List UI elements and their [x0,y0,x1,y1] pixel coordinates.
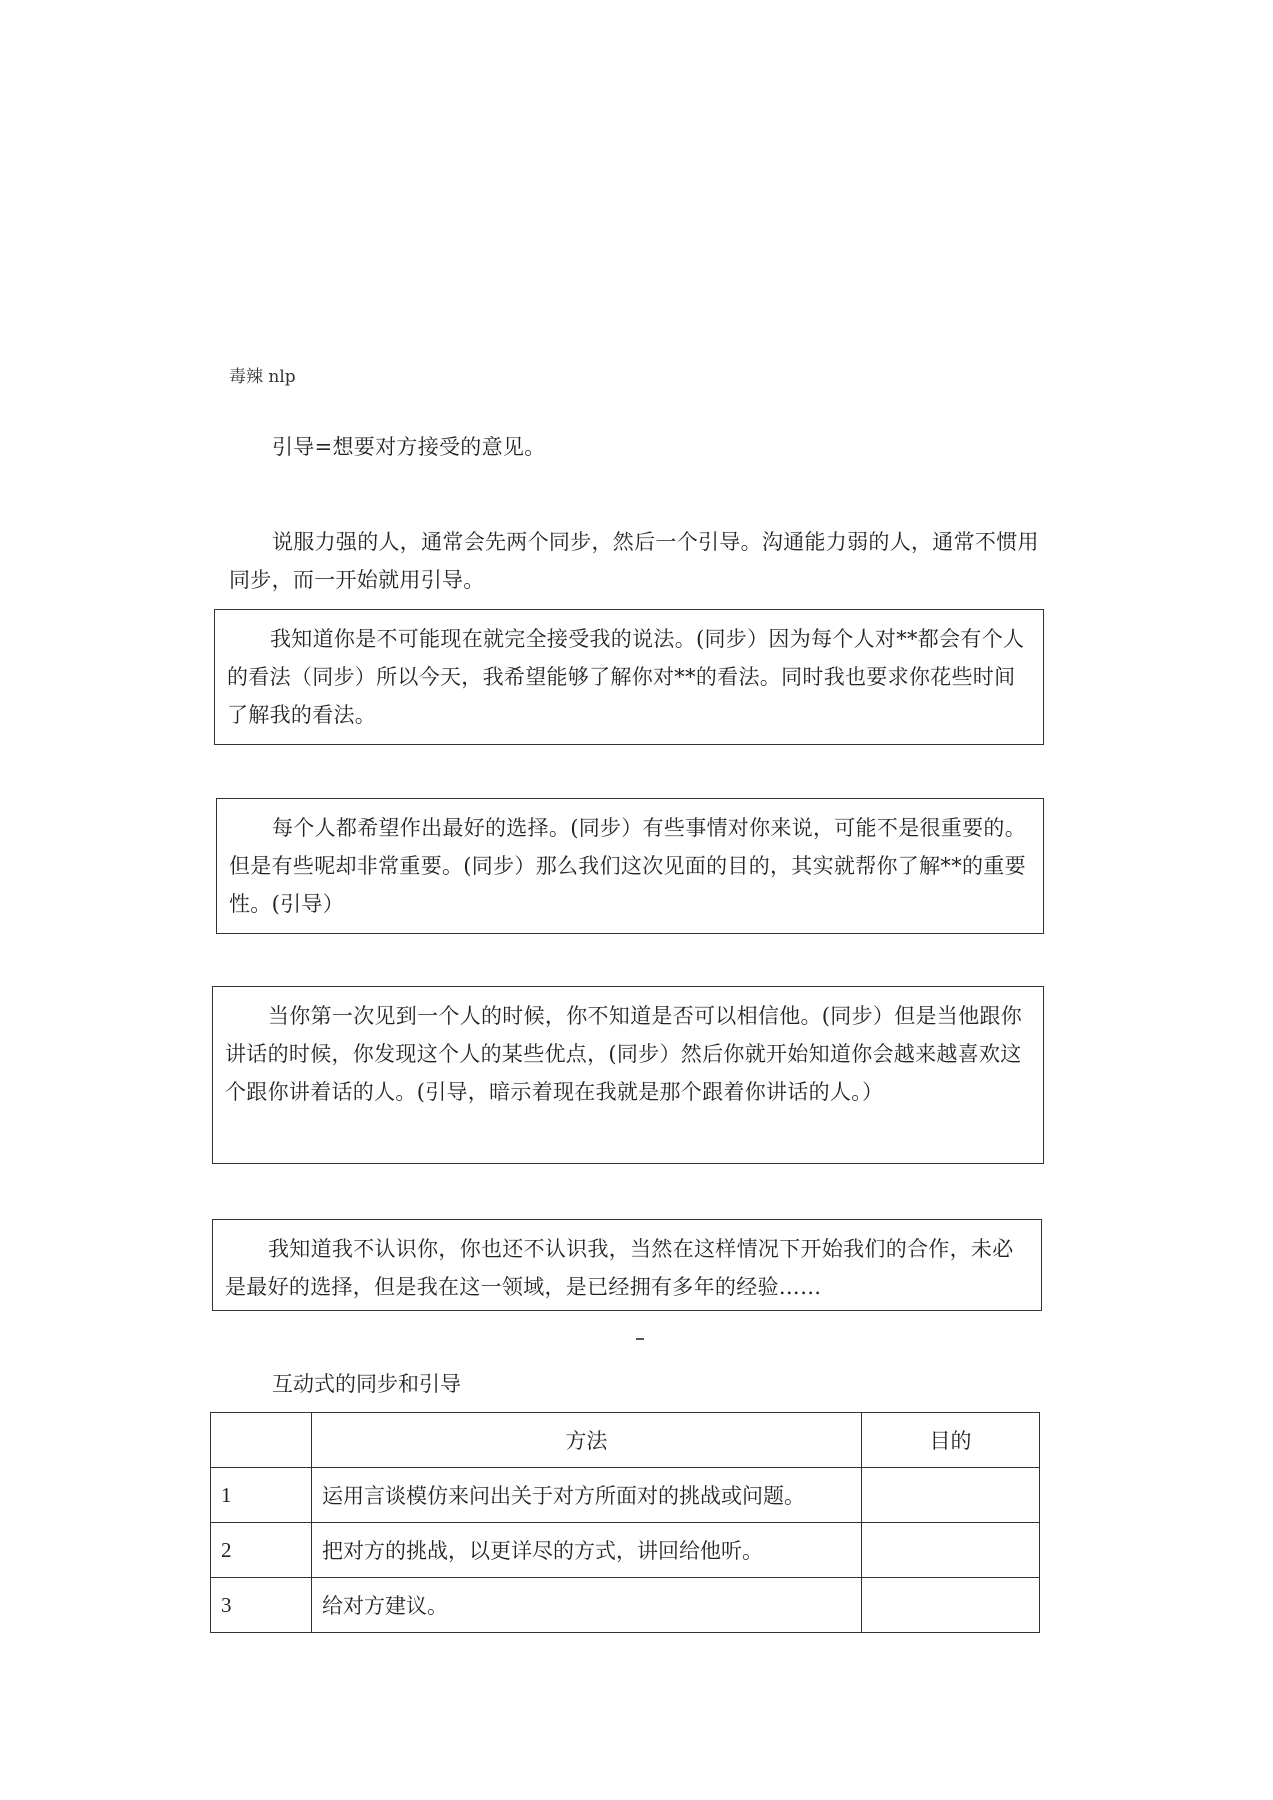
row-method: 把对方的挑战，以更详尽的方式，讲回给他听。 [311,1523,861,1578]
header-purpose: 目的 [861,1413,1039,1468]
row-purpose [861,1523,1039,1578]
table-caption: 互动式的同步和引导 [272,1372,461,1396]
table-header-row [211,1413,1040,1468]
example-text-4: 我知道我不认识你，你也还不认识我，当然在这样情况下开始我们的合作，未必是最好的选择，但是我在这一领域，是已经拥有多年的经验…… [225,1237,1014,1299]
stray-dash-mark [636,1338,644,1340]
intro-paragraph: 说服力强的人，通常会先两个同步，然后一个引导。沟通能力弱的人，通常不惯用同步，而一开始就用引导。 [229,530,1039,592]
example-box-1 [214,609,1044,745]
example-box-2 [216,798,1044,934]
table-row [211,1578,1040,1633]
header-number [211,1413,312,1468]
row-purpose [861,1578,1039,1633]
example-box-4 [212,1219,1042,1311]
header-method: 方法 [311,1413,861,1468]
row-number: 3 [211,1578,312,1633]
example-box-3 [212,986,1044,1164]
lead-paragraph: 引导=想要对方接受的意见。 [272,435,546,459]
row-purpose [861,1468,1039,1523]
row-method: 运用言谈模仿来问出关于对方所面对的挑战或问题。 [311,1468,861,1523]
row-method: 给对方建议。 [311,1578,861,1633]
table-row [211,1523,1040,1578]
row-number: 2 [211,1523,312,1578]
example-text-2: 每个人都希望作出最好的选择。(同步）有些事情对你来说，可能不是很重要的。但是有些呢却非常重要。(同步）那么我们这次见面的目的，其实就帮你了解**的重要性。(引导） [229,816,1026,916]
table-row [211,1468,1040,1523]
example-text-1: 我知道你是不可能现在就完全接受我的说法。(同步）因为每个人对**都会有个人的看法（同步）所以今天，我希望能够了解你对**的看法。同时我也要求你花些时间了解我的看法。 [227,627,1025,727]
header-note: 毒辣 nlp [229,367,296,387]
row-number: 1 [211,1468,312,1523]
methods-table [210,1412,1040,1633]
example-text-3: 当你第一次见到一个人的时候，你不知道是否可以相信他。(同步）但是当他跟你讲话的时候，你发现这个人的某些优点，(同步）然后你就开始知道你会越来越喜欢这个跟你讲着话的人。(引导，暗示着现在我就是那个跟着你讲话的人。） [225,1004,1022,1104]
